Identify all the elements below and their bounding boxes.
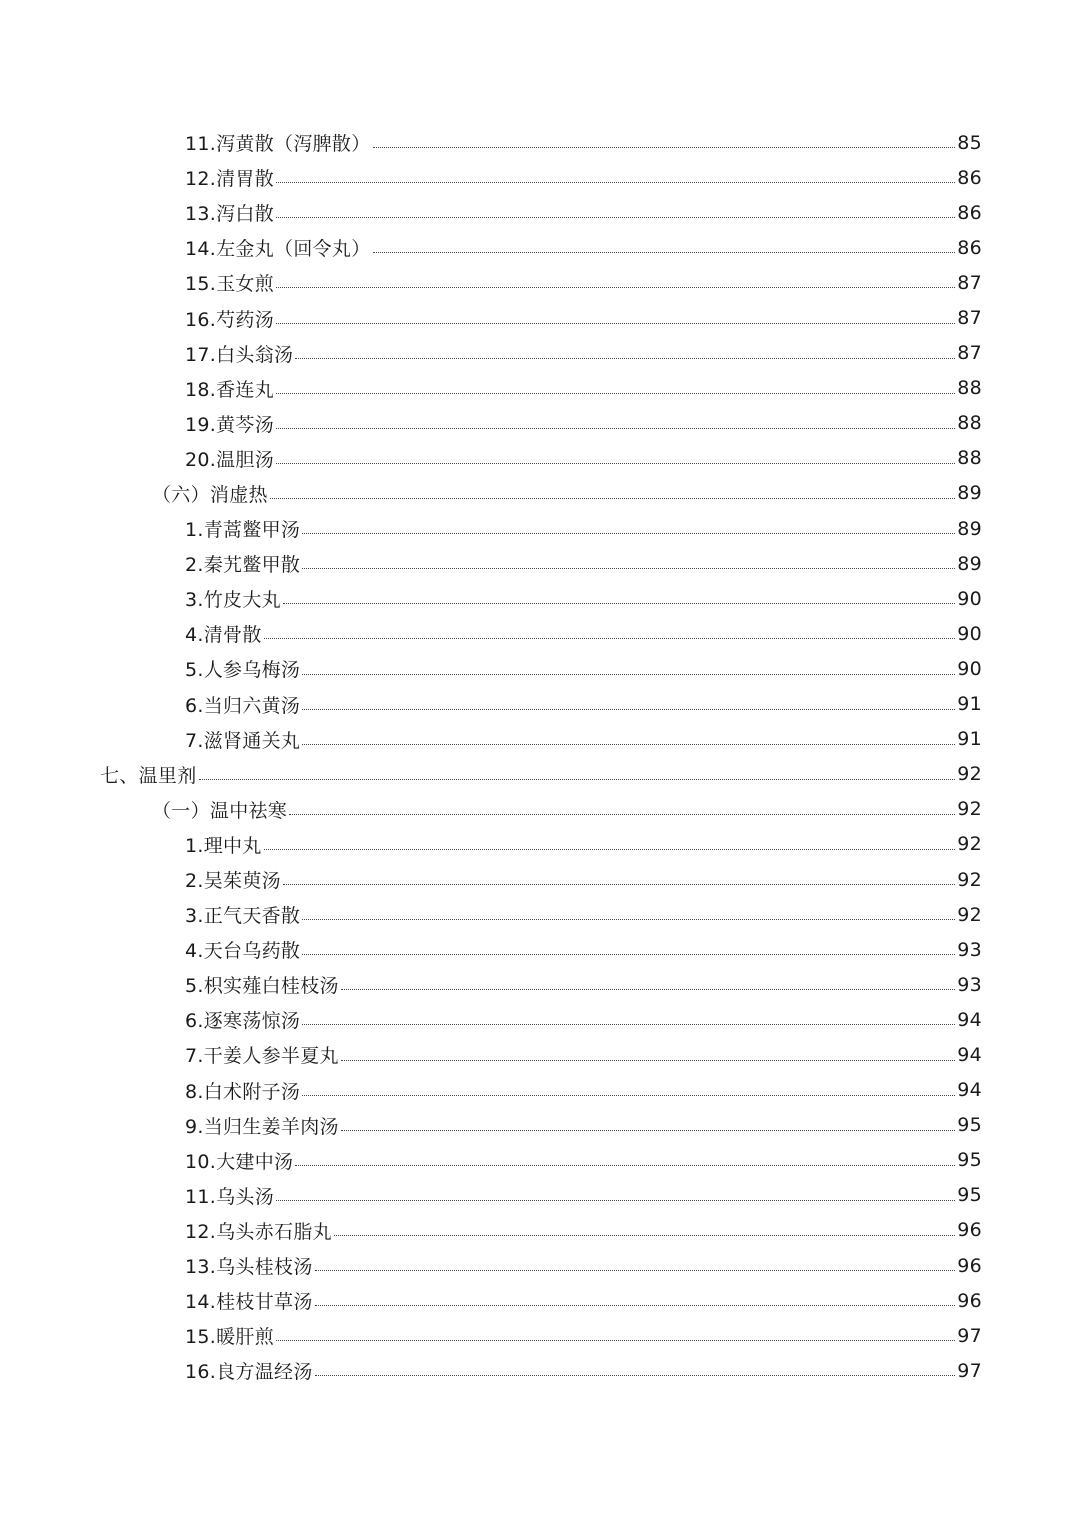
toc-item-entry[interactable] (0, 581, 1080, 616)
toc-item-entry[interactable] (0, 1178, 1080, 1213)
toc-entry-title: 17.白头翁汤 (185, 343, 294, 366)
toc-page-number: 92 (957, 798, 982, 821)
toc-item-entry[interactable] (0, 932, 1080, 967)
toc-page-number: 88 (957, 377, 982, 400)
toc-page-number: 86 (957, 201, 982, 224)
toc-item-entry[interactable] (0, 1213, 1080, 1248)
toc-entry-title: 9.当归生姜羊肉汤 (185, 1115, 339, 1138)
toc-entry-title: 1.青蒿鳖甲汤 (185, 519, 301, 542)
table-of-contents (0, 125, 1080, 1388)
toc-item-entry[interactable] (0, 1073, 1080, 1108)
toc-item-entry[interactable] (0, 371, 1080, 406)
toc-dot-leader (302, 568, 955, 569)
toc-page-number: 92 (957, 763, 982, 786)
toc-page-number: 86 (957, 236, 982, 259)
toc-item-entry[interactable] (0, 651, 1080, 686)
toc-entry-title: 13.乌头桂枝汤 (185, 1256, 313, 1279)
toc-page-number: 94 (957, 1079, 982, 1102)
toc-page-number: 92 (957, 868, 982, 891)
toc-page-number: 92 (957, 833, 982, 856)
toc-dot-leader (276, 463, 955, 464)
toc-entry-title: 3.正气天香散 (185, 905, 301, 928)
toc-entry-title: 20.温胆汤 (185, 448, 275, 471)
toc-dot-leader (276, 1340, 955, 1341)
toc-entry-title: 2.吴茱萸汤 (185, 870, 281, 893)
toc-entry-title: 6.逐寒荡惊汤 (185, 1010, 301, 1033)
toc-entry-title: 7.干姜人参半夏丸 (185, 1045, 339, 1068)
toc-page-number: 90 (957, 657, 982, 680)
toc-entry-title: 4.清骨散 (185, 624, 262, 647)
toc-item-entry[interactable] (0, 1318, 1080, 1353)
toc-item-entry[interactable] (0, 1353, 1080, 1388)
toc-page-number: 87 (957, 342, 982, 365)
toc-chapter-entry[interactable] (0, 757, 1080, 792)
toc-page-number: 91 (957, 693, 982, 716)
toc-item-entry[interactable] (0, 125, 1080, 160)
toc-dot-leader (302, 954, 955, 955)
toc-page-number: 87 (957, 307, 982, 330)
toc-page-number: 91 (957, 728, 982, 751)
toc-page-number: 88 (957, 447, 982, 470)
toc-item-entry[interactable] (0, 1283, 1080, 1318)
toc-item-entry[interactable] (0, 897, 1080, 932)
toc-item-entry[interactable] (0, 511, 1080, 546)
toc-page-number: 96 (957, 1254, 982, 1277)
toc-dot-leader (302, 1095, 955, 1096)
toc-item-entry[interactable] (0, 441, 1080, 476)
toc-item-entry[interactable] (0, 265, 1080, 300)
toc-dot-leader (302, 533, 955, 534)
toc-item-entry[interactable] (0, 687, 1080, 722)
toc-page-number: 88 (957, 412, 982, 435)
toc-page-number: 94 (957, 1008, 982, 1031)
toc-entry-title: 15.玉女煎 (185, 273, 275, 296)
toc-entry-title: 15.暖肝煎 (185, 1326, 275, 1349)
toc-dot-leader (315, 1375, 956, 1376)
toc-dot-leader (341, 1130, 955, 1131)
toc-entry-title: 5.人参乌梅汤 (185, 659, 301, 682)
toc-entry-title: 19.黄芩汤 (185, 413, 275, 436)
toc-entry-title: （一）温中祛寒 (152, 799, 288, 822)
toc-dot-leader (264, 849, 956, 850)
toc-dot-leader (295, 1165, 955, 1166)
toc-entry-title: 12.乌头赤石脂丸 (185, 1220, 332, 1243)
toc-dot-leader (373, 147, 956, 148)
toc-entry-title: 11.乌头汤 (185, 1185, 275, 1208)
toc-entry-title: 1.理中丸 (185, 834, 262, 857)
toc-item-entry[interactable] (0, 195, 1080, 230)
toc-section-entry[interactable] (0, 476, 1080, 511)
toc-page-number: 90 (957, 587, 982, 610)
toc-item-entry[interactable] (0, 1143, 1080, 1178)
toc-dot-leader (276, 217, 955, 218)
toc-dot-leader (276, 393, 955, 394)
toc-dot-leader (302, 744, 955, 745)
toc-page-number: 89 (957, 482, 982, 505)
toc-page-number: 95 (957, 1149, 982, 1172)
toc-page-number: 96 (957, 1219, 982, 1242)
toc-dot-leader (341, 1060, 955, 1061)
toc-dot-leader (302, 919, 955, 920)
toc-section-entry[interactable] (0, 792, 1080, 827)
toc-dot-leader (302, 1024, 955, 1025)
toc-item-entry[interactable] (0, 300, 1080, 335)
toc-item-entry[interactable] (0, 616, 1080, 651)
toc-item-entry[interactable] (0, 546, 1080, 581)
toc-page-number: 93 (957, 938, 982, 961)
toc-dot-leader (302, 709, 955, 710)
toc-page-number: 93 (957, 973, 982, 996)
toc-dot-leader (373, 252, 956, 253)
toc-dot-leader (315, 1305, 956, 1306)
toc-entry-title: 七、温里剂 (100, 764, 197, 787)
toc-entry-title: 10.大建中汤 (185, 1150, 294, 1173)
toc-page-number: 94 (957, 1043, 982, 1066)
toc-entry-title: 16.芍药汤 (185, 308, 275, 331)
toc-entry-title: 13.泻白散 (185, 203, 275, 226)
toc-item-entry[interactable] (0, 722, 1080, 757)
toc-item-entry[interactable] (0, 1037, 1080, 1072)
toc-dot-leader (276, 428, 955, 429)
toc-dot-leader (264, 638, 956, 639)
toc-dot-leader (270, 498, 955, 499)
toc-page-number: 89 (957, 552, 982, 575)
toc-dot-leader (283, 884, 955, 885)
toc-item-entry[interactable] (0, 827, 1080, 862)
toc-dot-leader (199, 779, 956, 780)
toc-dot-leader (276, 323, 955, 324)
toc-page-number: 87 (957, 271, 982, 294)
toc-entry-title: 5.枳实薤白桂枝汤 (185, 975, 339, 998)
toc-page-number: 97 (957, 1324, 982, 1347)
toc-entry-title: 14.左金丸（回令丸） (185, 238, 371, 261)
toc-item-entry[interactable] (0, 1108, 1080, 1143)
toc-page-number: 89 (957, 517, 982, 540)
toc-entry-title: 8.白术附子汤 (185, 1080, 301, 1103)
toc-item-entry[interactable] (0, 1002, 1080, 1037)
toc-dot-leader (276, 287, 955, 288)
toc-page-number: 95 (957, 1114, 982, 1137)
toc-dot-leader (276, 1200, 955, 1201)
toc-item-entry[interactable] (0, 862, 1080, 897)
toc-dot-leader (315, 1270, 956, 1271)
toc-entry-title: 12.清胃散 (185, 168, 275, 191)
toc-dot-leader (283, 603, 955, 604)
toc-page-number: 92 (957, 903, 982, 926)
toc-entry-title: 14.桂枝甘草汤 (185, 1291, 313, 1314)
toc-entry-title: 2.秦艽鳖甲散 (185, 554, 301, 577)
toc-entry-title: 7.滋肾通关丸 (185, 729, 301, 752)
toc-entry-title: 11.泻黄散（泻脾散） (185, 133, 371, 156)
toc-dot-leader (341, 989, 955, 990)
toc-dot-leader (302, 674, 955, 675)
toc-entry-title: 3.竹皮大丸 (185, 589, 281, 612)
toc-entry-title: （六）消虚热 (152, 483, 268, 506)
toc-page-number: 90 (957, 622, 982, 645)
toc-dot-leader (289, 814, 955, 815)
toc-entry-title: 4.天台乌药散 (185, 940, 301, 963)
toc-page-number: 85 (957, 131, 982, 154)
toc-page-number: 97 (957, 1359, 982, 1382)
toc-item-entry[interactable] (0, 230, 1080, 265)
toc-entry-title: 16.良方温经汤 (185, 1361, 313, 1384)
toc-dot-leader (295, 358, 955, 359)
toc-item-entry[interactable] (0, 336, 1080, 371)
toc-item-entry[interactable] (0, 967, 1080, 1002)
toc-item-entry[interactable] (0, 160, 1080, 195)
toc-entry-title: 18.香连丸 (185, 378, 275, 401)
toc-page-number: 95 (957, 1184, 982, 1207)
toc-page-number: 86 (957, 166, 982, 189)
toc-dot-leader (334, 1235, 955, 1236)
toc-page-number: 96 (957, 1289, 982, 1312)
toc-item-entry[interactable] (0, 406, 1080, 441)
toc-entry-title: 6.当归六黄汤 (185, 694, 301, 717)
toc-item-entry[interactable] (0, 1248, 1080, 1283)
toc-dot-leader (276, 182, 955, 183)
